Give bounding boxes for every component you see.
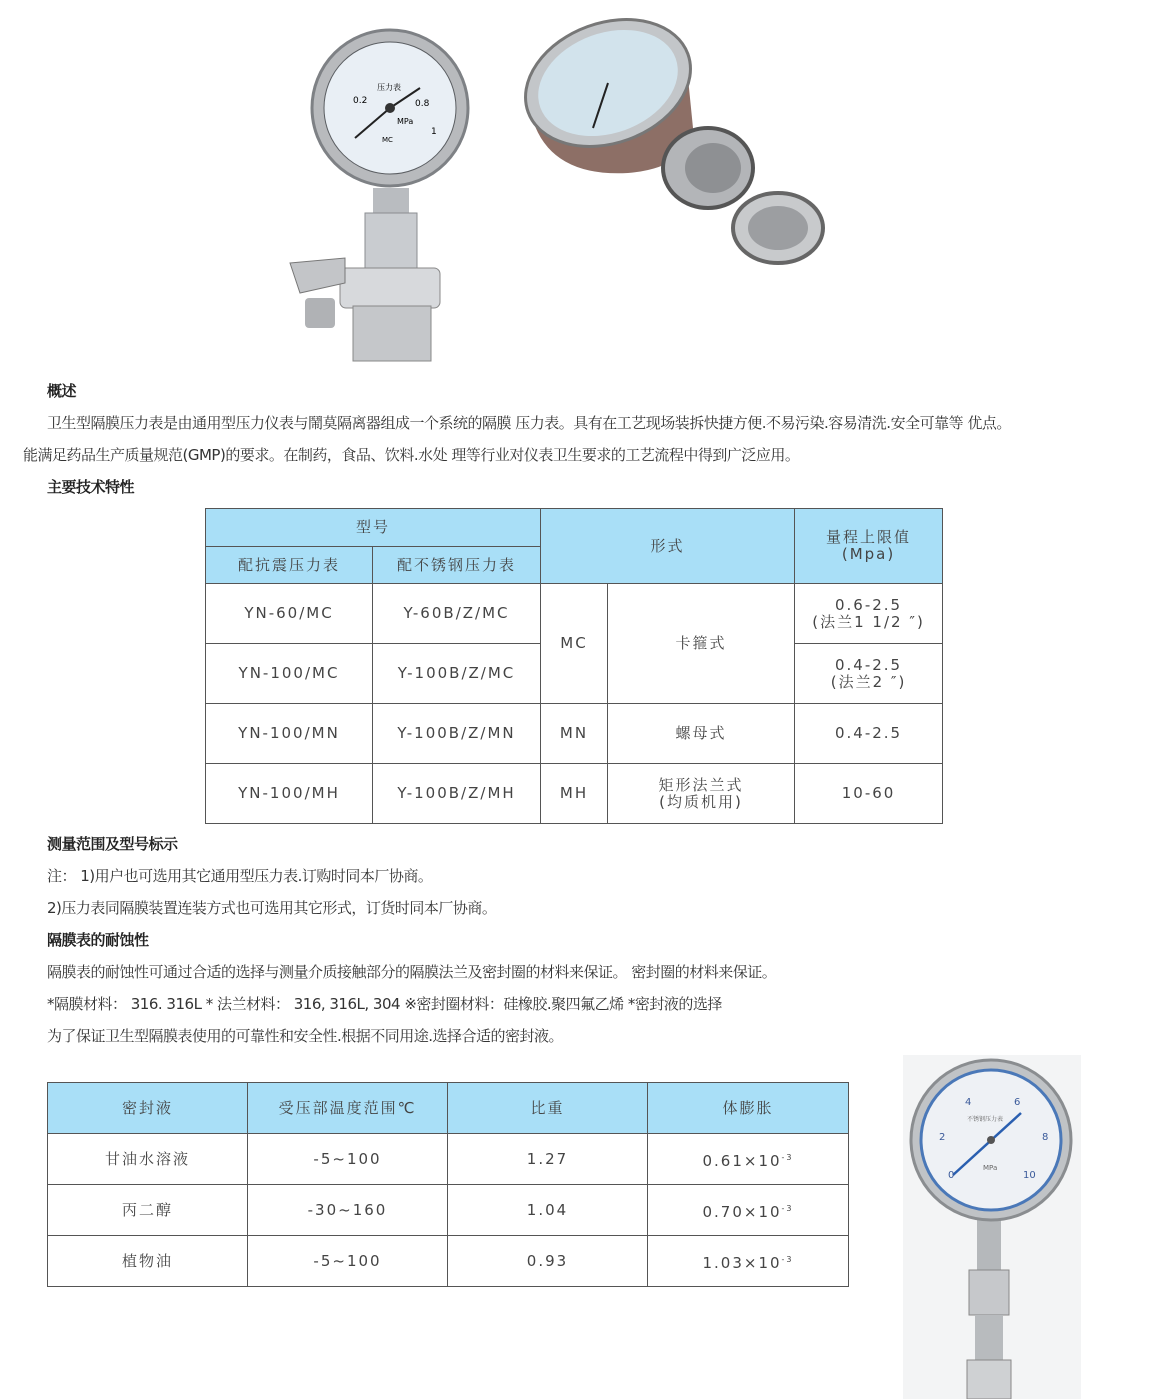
cell-range (795, 644, 943, 704)
cell-shock: YN-100/MC (206, 644, 373, 704)
dial-label: MPa (983, 1164, 998, 1172)
dial-label: MC (382, 136, 393, 144)
expansion-power: -3 (781, 1203, 794, 1213)
expansion-suffix: ×10 (743, 1253, 782, 1272)
table-row (206, 704, 943, 764)
header-form: 形式 (541, 509, 795, 584)
expansion-power: -3 (781, 1254, 794, 1264)
dial-label: 4 (965, 1097, 972, 1108)
cell-expansion (648, 1236, 849, 1287)
cell-range (795, 584, 943, 644)
cell-shock: YN-100/MH (206, 764, 373, 824)
expansion-suffix: ×10 (743, 1202, 782, 1221)
dial-label: 0.8 (415, 99, 430, 109)
dial-label: 0.2 (353, 96, 368, 106)
overview-title: 概述 (47, 382, 77, 400)
cell-temp: -30~160 (248, 1185, 448, 1236)
range-title: 测量范围及型号标示 (47, 835, 178, 853)
sealing-fluid-table (47, 1082, 849, 1287)
header-density: 比重 (448, 1083, 648, 1134)
overview-text: 能满足药品生产质量规范(GMP)的要求。在制药，食品、饮料.水处 理等行业对仪表卫生要求的工艺流程中得到广泛应用。 (23, 446, 800, 464)
cell-density: 0.93 (448, 1236, 648, 1287)
dial-label: 8 (1042, 1132, 1049, 1143)
cell-range: 0.4-2.5 (795, 704, 943, 764)
note-text: 注： 1)用户也可选用其它通用型压力表.订购时同本厂协商。 (47, 867, 433, 885)
header-temp: 受压部温度范围℃ (248, 1083, 448, 1134)
cell-fluid: 植物油 (48, 1236, 248, 1287)
table-row (206, 764, 943, 824)
table-row (48, 1236, 849, 1287)
stainless-diaphragm-gauge-image (903, 1055, 1081, 1399)
overview-text: 卫生型隔膜压力表是由通用型压力仪表与鬧莫隔离器组成一个系统的隔膜 压力表。具有在工艺现场装拆快捷方便.不易污染.容易清洗.安全可靠等 优点。 (47, 414, 1011, 432)
features-title: 主要技术特性 (47, 478, 135, 496)
expansion-power: -3 (781, 1152, 794, 1162)
cell-expansion (648, 1134, 849, 1185)
expansion-suffix: ×10 (743, 1151, 782, 1170)
cell-shock: YN-60/MC (206, 584, 373, 644)
dial-label: 10 (1023, 1170, 1036, 1181)
expansion-value: 0.70 (702, 1202, 744, 1221)
corrosion-title: 隔膜表的耐蚀性 (47, 931, 149, 949)
cell-temp: -5~100 (248, 1236, 448, 1287)
cell-expansion (648, 1185, 849, 1236)
table-row (48, 1134, 849, 1185)
model-table (205, 508, 943, 824)
dial-label: 2 (939, 1132, 946, 1143)
corrosion-text: 隔膜表的耐蚀性可通过合适的选择与测量介质接触部分的隔膜法兰及密封圈的材料来保证。 密封圈的材料来保证。 (47, 963, 777, 981)
cell-range: 10-60 (795, 764, 943, 824)
range-value: 0.6-2.5 (834, 595, 903, 614)
range-value: 0.4-2.5 (834, 655, 903, 674)
header-expansion: 体膨胀 (648, 1083, 849, 1134)
cell-code: MH (541, 764, 608, 824)
cell-temp: -5~100 (248, 1134, 448, 1185)
dial-label: 6 (1014, 1097, 1021, 1108)
sanitary-diaphragm-gauge-clamp-image (285, 18, 485, 363)
cell-fluid: 丙二醇 (48, 1185, 248, 1236)
dial-label: 1 (431, 127, 437, 137)
cell-code: MN (541, 704, 608, 764)
table-row (206, 584, 943, 644)
cell-density: 1.27 (448, 1134, 648, 1185)
form-value: 矩形法兰式 (658, 775, 744, 794)
cell-form (608, 764, 795, 824)
header-range-unit: (Mpa) (841, 545, 896, 563)
header-fluid: 密封液 (48, 1083, 248, 1134)
cell-form: 螺母式 (608, 704, 795, 764)
cell-code: MC (541, 584, 608, 704)
cell-fluid: 甘油水溶液 (48, 1134, 248, 1185)
diaphragm-gauge-disassembled-image (518, 18, 828, 273)
cell-stainless: Y-60B/Z/MC (373, 584, 541, 644)
dial-label: 0 (948, 1170, 955, 1181)
cell-form: 卡箍式 (608, 584, 795, 704)
dial-label: MPa (397, 117, 414, 126)
header-range-label: 量程上限值 (826, 528, 912, 546)
header-range (795, 509, 943, 584)
range-note: (法兰2 ″) (830, 672, 907, 691)
range-note: (法兰1 1/2 ″) (812, 612, 925, 631)
cell-stainless: Y-100B/Z/MH (373, 764, 541, 824)
cell-shock: YN-100/MN (206, 704, 373, 764)
cell-stainless: Y-100B/Z/MN (373, 704, 541, 764)
expansion-value: 1.03 (702, 1253, 744, 1272)
corrosion-text: *隔膜材料： 316. 316L * 法兰材料： 316, 316L, 304 ※密封圈材料：硅橡胶.聚四氟乙烯 *密封液的选择 (47, 995, 722, 1013)
dial-label: 不锈钢压力表 (967, 1116, 1004, 1123)
cell-density: 1.04 (448, 1185, 648, 1236)
table-row (48, 1185, 849, 1236)
header-shock: 配抗震压力表 (206, 547, 373, 584)
dial-label: 压力表 (377, 83, 401, 92)
header-model: 型号 (206, 509, 541, 547)
form-note: (均质机用) (659, 792, 743, 811)
corrosion-text: 为了保证卫生型隔膜表使用的可靠性和安全性.根据不同用途.选择合适的密封液。 (47, 1027, 564, 1045)
header-stainless: 配不锈钢压力表 (373, 547, 541, 584)
cell-stainless: Y-100B/Z/MC (373, 644, 541, 704)
note-text: 2)压力表同隔膜装置连装方式也可选用其它形式，订货时同本厂协商。 (47, 899, 497, 917)
expansion-value: 0.61 (702, 1151, 744, 1170)
